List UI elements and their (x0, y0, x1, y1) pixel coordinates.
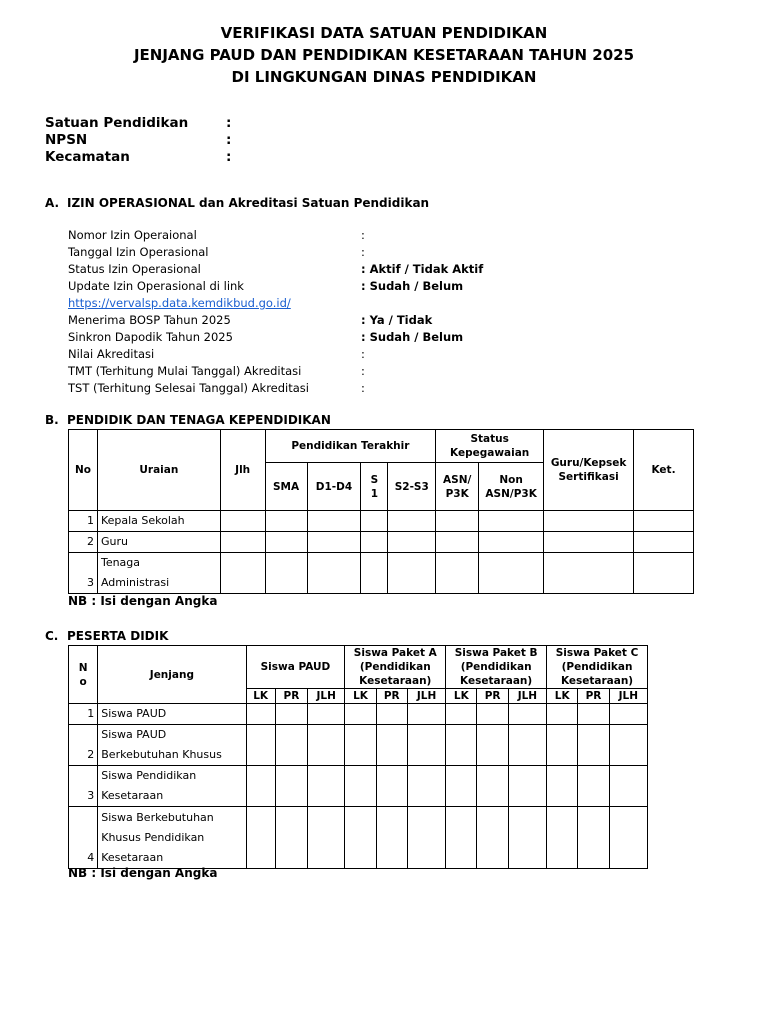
cell-sma[interactable] (265, 553, 307, 594)
cell-s1[interactable] (361, 511, 388, 532)
cell-s2-s3[interactable] (388, 532, 436, 553)
cell-count[interactable] (477, 766, 508, 807)
cell-count[interactable] (508, 766, 546, 807)
cell-count[interactable] (547, 766, 578, 807)
col-header-siswa-paud: Siswa PAUD (246, 646, 345, 689)
col-header-paket-b (446, 646, 547, 689)
cell-count[interactable] (477, 725, 508, 766)
cell-sertifikasi[interactable] (544, 511, 634, 532)
col-header-pr: PR (275, 689, 307, 704)
cell-count[interactable] (508, 704, 546, 725)
identity-colon: : (226, 132, 232, 148)
cell-count[interactable] (308, 766, 345, 807)
cell-count[interactable] (477, 807, 508, 869)
row-uraian-line: Administrasi (100, 576, 170, 589)
col-header-text: (Pendidikan (359, 661, 431, 673)
col-header-lk: LK (345, 689, 376, 704)
section-letter: A. (45, 196, 60, 210)
col-header-jlh: JLH (407, 689, 445, 704)
col-header-pendidikan-terakhir: Pendidikan Terakhir (265, 430, 436, 463)
cell-count[interactable] (609, 704, 647, 725)
izin-value: : (361, 228, 365, 242)
cell-jlh[interactable] (220, 511, 265, 532)
peserta-didik-table (68, 645, 648, 869)
col-header-text: Guru/Kepsek (550, 457, 627, 469)
cell-count[interactable] (345, 766, 376, 807)
col-header-status-kepegawaian: Status Kepegawaian (436, 430, 544, 463)
cell-count[interactable] (578, 725, 609, 766)
cell-asn[interactable] (436, 532, 479, 553)
row-uraian: Guru (97, 532, 220, 553)
identity-colon: : (226, 149, 232, 165)
col-header-text: Siswa Paket C (555, 647, 639, 659)
cell-s1[interactable] (361, 553, 388, 594)
izin-value: : Sudah / Belum (361, 330, 464, 344)
section-c-note: NB : Isi dengan Angka (68, 866, 218, 880)
cell-count[interactable] (446, 725, 477, 766)
cell-ket[interactable] (634, 511, 694, 532)
row-number: 1 (69, 704, 98, 725)
row-jenjang-line: Berkebutuhan Khusus (101, 748, 222, 761)
row-jenjang (98, 766, 246, 807)
col-header-text: Kesetaraan) (560, 675, 634, 687)
cell-non-asn[interactable] (479, 511, 544, 532)
doc-title-line-1: VERIFIKASI DATA SATUAN PENDIDIKAN (220, 24, 548, 42)
cell-sertifikasi[interactable] (544, 553, 634, 594)
row-jenjang-line: Siswa Berkebutuhan (101, 811, 214, 824)
izin-value: : Sudah / Belum (361, 279, 464, 293)
section-b-note: NB : Isi dengan Angka (68, 594, 218, 608)
cell-count[interactable] (308, 807, 345, 869)
row-number: 3 (69, 553, 98, 594)
row-number: 2 (69, 725, 98, 766)
cell-count[interactable] (609, 807, 647, 869)
cell-sertifikasi[interactable] (544, 532, 634, 553)
col-header-no: No (69, 430, 98, 511)
cell-asn[interactable] (436, 511, 479, 532)
col-header-paket-c (547, 646, 648, 689)
col-header-non-asn (479, 463, 544, 511)
row-jenjang (98, 704, 246, 725)
table-row (69, 725, 648, 766)
izin-value: : Aktif / Tidak Aktif (361, 262, 484, 276)
identity-colon: : (226, 115, 232, 131)
izin-label: Sinkron Dapodik Tahun 2025 (68, 330, 233, 344)
cell-count[interactable] (376, 807, 407, 869)
cell-count[interactable] (407, 766, 445, 807)
cell-d1-d4[interactable] (307, 553, 361, 594)
izin-label: Nomor Izin Operaional (68, 228, 197, 242)
row-number: 1 (69, 511, 98, 532)
col-header-text: Kesetaraan) (359, 675, 432, 687)
cell-count[interactable] (477, 704, 508, 725)
col-header-text: (Pendidikan (561, 661, 633, 673)
col-header-lk: LK (547, 689, 578, 704)
col-header-text: (Pendidikan (460, 661, 532, 673)
section-title: PESERTA DIDIK (67, 629, 169, 643)
col-header-jenjang: Jenjang (98, 646, 246, 704)
cell-count[interactable] (275, 704, 307, 725)
cell-count[interactable] (446, 807, 477, 869)
table-row (69, 532, 694, 553)
col-header-pr: PR (376, 689, 407, 704)
cell-count[interactable] (578, 766, 609, 807)
izin-label: Status Izin Operasional (68, 262, 201, 276)
col-header-text: Siswa Paket A (353, 647, 437, 659)
cell-count[interactable] (446, 766, 477, 807)
identity-label: Satuan Pendidikan (45, 115, 189, 131)
col-header-sma: SMA (265, 463, 307, 511)
izin-label: Nilai Akreditasi (68, 347, 155, 361)
cell-count[interactable] (275, 725, 307, 766)
col-header-d1-d4: D1-D4 (307, 463, 361, 511)
cell-count[interactable] (246, 807, 275, 869)
cell-count[interactable] (407, 807, 445, 869)
row-uraian-line: Tenaga (100, 556, 141, 569)
cell-count[interactable] (578, 807, 609, 869)
cell-jlh[interactable] (220, 532, 265, 553)
cell-d1-d4[interactable] (307, 532, 361, 553)
row-uraian: Kepala Sekolah (97, 511, 220, 532)
cell-count[interactable] (345, 704, 376, 725)
cell-count[interactable] (275, 766, 307, 807)
ptk-table (68, 429, 694, 594)
izin-value: : (361, 364, 365, 378)
izin-label: TMT (Terhitung Mulai Tanggal) Akreditasi (68, 364, 302, 378)
section-title: IZIN OPERASIONAL dan Akreditasi Satuan Pendidikan (67, 196, 430, 210)
cell-count[interactable] (376, 766, 407, 807)
izin-value: : (361, 381, 365, 395)
row-jenjang-line: Khusus Pendidikan (101, 831, 205, 844)
izin-label: TST (Terhitung Selesai Tanggal) Akreditasi (68, 381, 309, 395)
col-header-jlh: JLH (508, 689, 546, 704)
col-header-text: Sertifikasi (558, 471, 619, 483)
cell-sma[interactable] (265, 511, 307, 532)
cell-count[interactable] (508, 725, 546, 766)
col-header-guru-sertifikasi (544, 430, 634, 511)
cell-count[interactable] (345, 725, 376, 766)
cell-count[interactable] (376, 704, 407, 725)
row-jenjang-line: Siswa Pendidikan (101, 769, 197, 782)
col-header-text: N (78, 661, 88, 674)
row-jenjang-line: Kesetaraan (101, 851, 164, 864)
izin-label: Menerima BOSP Tahun 2025 (68, 313, 231, 327)
cell-ket[interactable] (634, 553, 694, 594)
cell-count[interactable] (407, 725, 445, 766)
cell-count[interactable] (376, 725, 407, 766)
col-header-text: Kesetaraan) (460, 675, 533, 687)
cell-count[interactable] (547, 725, 578, 766)
row-jenjang (98, 807, 246, 869)
identity-label: NPSN (45, 132, 88, 148)
cell-jlh[interactable] (220, 553, 265, 594)
section-letter: C. (45, 629, 59, 643)
section-letter: B. (45, 413, 59, 427)
col-header-pr: PR (578, 689, 609, 704)
cell-count[interactable] (407, 704, 445, 725)
table-row (69, 511, 694, 532)
izin-value: : Ya / Tidak (361, 313, 433, 327)
row-jenjang (98, 725, 246, 766)
cell-count[interactable] (508, 807, 546, 869)
col-header-pr: PR (477, 689, 508, 704)
vervalsp-link[interactable]: https://vervalsp.data.kemdikbud.go.id/ (68, 296, 291, 310)
col-header-text: S (370, 473, 379, 486)
col-header-lk: LK (446, 689, 477, 704)
col-header-text: o (79, 675, 87, 688)
table-row (69, 704, 648, 725)
cell-s1[interactable] (361, 532, 388, 553)
col-header-no (69, 646, 98, 704)
cell-count[interactable] (246, 766, 275, 807)
cell-count[interactable] (446, 704, 477, 725)
col-header-text: 1 (370, 487, 379, 500)
cell-ket[interactable] (634, 532, 694, 553)
col-header-uraian: Uraian (97, 430, 220, 511)
izin-value: : (361, 245, 365, 259)
col-header-jlh: JLH (609, 689, 647, 704)
cell-non-asn[interactable] (479, 532, 544, 553)
cell-count[interactable] (308, 704, 345, 725)
cell-count[interactable] (345, 807, 376, 869)
col-header-ket: Ket. (634, 430, 694, 511)
cell-count[interactable] (547, 704, 578, 725)
cell-d1-d4[interactable] (307, 511, 361, 532)
col-header-text: ASN/ (443, 473, 472, 486)
doc-title-line-2: JENJANG PAUD DAN PENDIDIKAN KESETARAAN TAHUN 2025 (133, 46, 635, 64)
izin-label: Tanggal Izin Operasional (68, 245, 209, 259)
col-header-text: ASN/P3K (485, 487, 537, 500)
cell-s2-s3[interactable] (388, 511, 436, 532)
cell-asn[interactable] (436, 553, 479, 594)
cell-count[interactable] (609, 766, 647, 807)
izin-value: : (361, 347, 365, 361)
izin-label: Update Izin Operasional di link (68, 279, 244, 293)
col-header-s2-s3: S2-S3 (388, 463, 436, 511)
table-row (69, 807, 648, 869)
cell-count[interactable] (578, 704, 609, 725)
row-jenjang-line: Siswa PAUD (101, 707, 167, 720)
table-row (69, 553, 694, 594)
cell-count[interactable] (609, 725, 647, 766)
cell-count[interactable] (308, 725, 345, 766)
cell-count[interactable] (246, 725, 275, 766)
row-number: 4 (69, 807, 98, 869)
col-header-jlh: Jlh (220, 430, 265, 511)
identity-label: Kecamatan (45, 149, 130, 165)
cell-sma[interactable] (265, 532, 307, 553)
col-header-text: Siswa Paket B (454, 647, 538, 659)
row-number: 2 (69, 532, 98, 553)
row-number: 3 (69, 766, 98, 807)
table-row (69, 766, 648, 807)
row-uraian (97, 553, 220, 594)
col-header-text: Non (499, 473, 523, 486)
col-header-s1 (361, 463, 388, 511)
col-header-text: P3K (445, 487, 469, 500)
col-header-lk: LK (246, 689, 275, 704)
section-title: PENDIDIK DAN TENAGA KEPENDIDIKAN (67, 413, 331, 427)
row-jenjang-line: Kesetaraan (101, 789, 164, 802)
col-header-jlh: JLH (308, 689, 345, 704)
cell-s2-s3[interactable] (388, 553, 436, 594)
cell-count[interactable] (275, 807, 307, 869)
cell-count[interactable] (547, 807, 578, 869)
cell-non-asn[interactable] (479, 553, 544, 594)
col-header-asn-p3k (436, 463, 479, 511)
row-jenjang-line: Siswa PAUD (101, 728, 167, 741)
doc-title-line-3: DI LINGKUNGAN DINAS PENDIDIKAN (231, 68, 537, 86)
cell-count[interactable] (246, 704, 275, 725)
col-header-paket-a (345, 646, 446, 689)
